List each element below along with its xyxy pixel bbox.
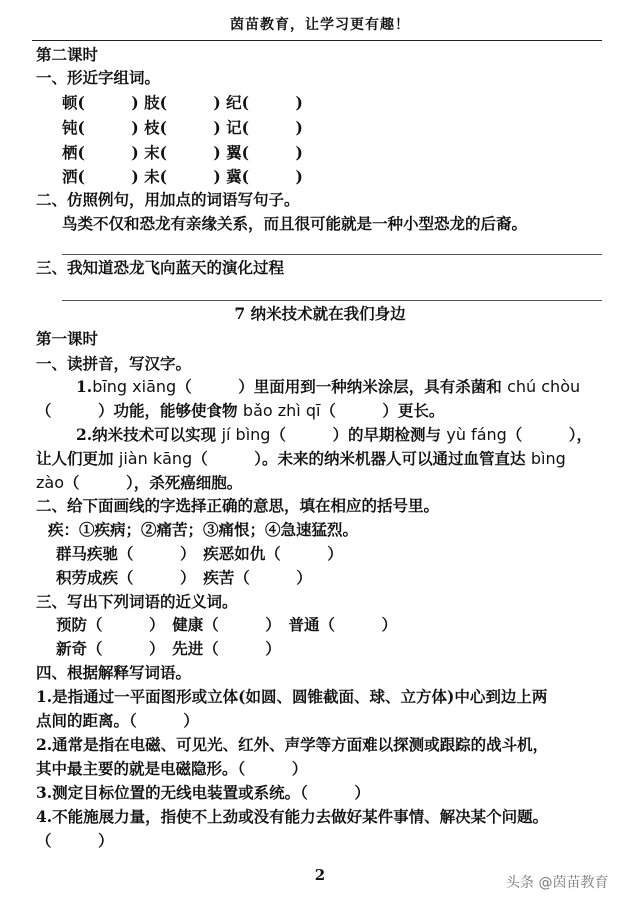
definition-line: 点间的距离。（ ） (36, 711, 199, 730)
pinyin-item-1-line-2 (36, 400, 444, 422)
answer-line (62, 254, 602, 255)
chapter-title: 7 纳米技术就在我们身边 (234, 304, 406, 323)
word-row-4: 洒( ) 未( ) 冀( ) (62, 167, 303, 186)
item-text: 1. (76, 377, 93, 396)
definition-line: 3.测定目标位置的无线电装置或系统。（ ） (36, 783, 370, 802)
lesson2-q2-title: 二、仿照例句，用加点的词语写句子。 (36, 190, 300, 209)
pinyin-text: jiàn kāng (118, 449, 193, 468)
word-row-3: 栖( ) 末( ) 翼( ) (62, 143, 303, 162)
definition-line: （ ） (36, 831, 114, 850)
lesson2-q3-title: 三、我知道恐龙飞向蓝天的演化过程 (36, 258, 285, 277)
source-watermark: 头条 @茵苗教育 (506, 875, 609, 891)
item-text: （ ），杀死癌细胞。 (64, 473, 243, 492)
page-number: 2 (314, 866, 326, 884)
meaning-options: 疾：①疾病；②痛苦；③痛恨；④急速猛烈。 (48, 520, 359, 539)
chapter7-heading: 第一课时 (36, 329, 99, 348)
pinyin-text: bǎo zhì qī (242, 401, 321, 420)
pinyin-item-2-line-3 (36, 472, 242, 494)
word-row-1: 顿( ) 肢( ) 纪( ) (62, 93, 303, 112)
pinyin-text: zào (36, 473, 64, 492)
pinyin-text: bīng xiāng (92, 377, 177, 396)
answer-line (62, 300, 602, 301)
item-text: （ ）更长。 (320, 401, 445, 420)
header-divider (32, 40, 602, 41)
item-text: （ ）。未来的纳米机器人可以通过血管直达 (192, 449, 531, 468)
item-text: （ ）， (506, 425, 593, 444)
item-text: （ ）的早期检测与 (270, 425, 447, 444)
item-text: （ ）里面用到一种纳米涂层，具有杀菌和 (176, 377, 508, 396)
definition-line: 1.是指通过一平面图形或立体(如圆、圆锥截面、球、立方体)中心到边上两 (36, 687, 548, 706)
chapter7-q3-title: 三、写出下列词语的近义词。 (36, 592, 238, 611)
chapter7-q4-title: 四、根据解释写词语。 (36, 663, 192, 682)
pinyin-item-2-line-2 (36, 448, 566, 470)
definition-line: 2.通常是指在电磁、可见光、红外、声学等方面难以探测或跟踪的战斗机， (36, 735, 549, 754)
definition-line: 其中最主要的就是电磁隐形。（ ） (36, 759, 308, 778)
pinyin-item-2-line-1 (76, 424, 592, 446)
synonym-row-1: 预防（ ） 健康（ ） 普通（ ） (56, 615, 398, 634)
pinyin-item-1-line-1 (76, 376, 580, 398)
item-text: （ ）功能，能够使食物 (36, 401, 243, 420)
item-text: 让人们更加 (36, 449, 119, 468)
synonym-row-2: 新奇（ ） 先进（ ） (56, 639, 281, 658)
word-row-2: 钝( ) 枝( ) 记( ) (62, 118, 303, 137)
pinyin-text: jí bìng (221, 425, 271, 444)
lesson2-q1-title: 一、形近字组词。 (36, 68, 161, 87)
chapter7-q2-title: 二、给下面画线的字选择正确的意思，填在相应的括号里。 (36, 496, 440, 515)
page-header: 茵苗教育，让学习更有趣！ (230, 17, 410, 33)
definition-line: 4.不能施展力量，指使不上劲或没有能力去做好某件事情、解决某个问题。 (36, 807, 549, 826)
meaning-row-1: 群马疾驰（ ） 疾恶如仇（ ） (56, 544, 343, 563)
pinyin-text: chú chòu (507, 377, 581, 396)
item-text: 2.纳米技术可以实现 (76, 425, 222, 444)
pinyin-text: yù fáng (446, 425, 507, 444)
pinyin-text: bìng (530, 449, 566, 468)
meaning-row-2: 积劳成疾（ ） 疾苦（ ） (56, 568, 312, 587)
example-sentence: 鸟类不仅和恐龙有亲缘关系，而且很可能就是一种小型恐龙的后裔。 (62, 214, 528, 233)
lesson2-heading: 第二课时 (36, 45, 99, 64)
chapter7-q1-title: 一、读拼音，写汉字。 (36, 354, 192, 373)
